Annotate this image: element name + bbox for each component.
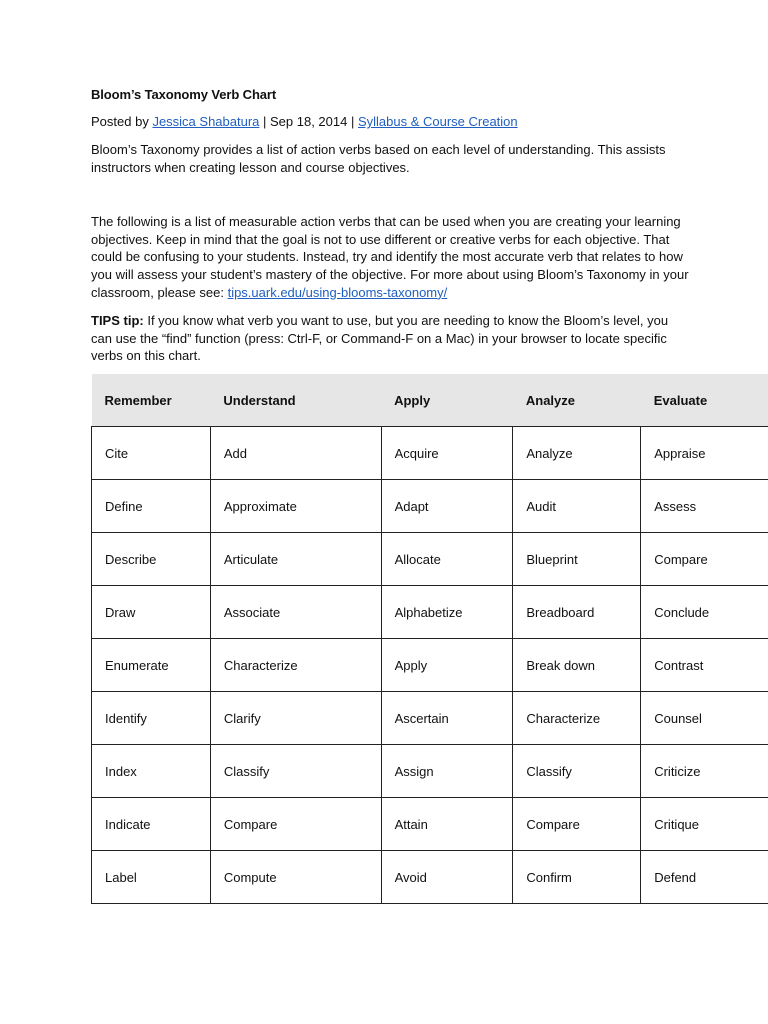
verb-cell-evaluate: Conclude xyxy=(641,586,768,639)
verb-cell-evaluate: Counsel xyxy=(641,692,768,745)
column-header-apply: Apply xyxy=(381,374,513,427)
verb-cell-remember: Define xyxy=(92,480,211,533)
verb-cell-remember: Index xyxy=(92,745,211,798)
verb-cell-analyze: Classify xyxy=(513,745,641,798)
verb-cell-evaluate: Defend xyxy=(641,851,768,904)
verb-cell-evaluate: Compare xyxy=(641,533,768,586)
tips-label: TIPS tip: xyxy=(91,313,144,328)
verb-cell-apply: Allocate xyxy=(381,533,513,586)
verb-cell-analyze: Blueprint xyxy=(513,533,641,586)
author-link[interactable]: Jessica Shabatura xyxy=(152,114,260,129)
tips-paragraph xyxy=(91,312,691,365)
verb-cell-understand: Compute xyxy=(210,851,381,904)
verb-cell-remember: Identify xyxy=(92,692,211,745)
column-header-understand: Understand xyxy=(210,374,381,427)
verb-cell-remember: Draw xyxy=(92,586,211,639)
category-link[interactable]: Syllabus & Course Creation xyxy=(357,114,518,129)
intro-paragraph: Bloom’s Taxonomy provides a list of action verbs based on each level of understanding. This assists instructors when creating lesson and course objectives. xyxy=(91,142,666,175)
verb-cell-remember: Label xyxy=(92,851,211,904)
verb-cell-evaluate: Critique xyxy=(641,798,768,851)
verb-cell-analyze: Characterize xyxy=(513,692,641,745)
verb-cell-apply: Avoid xyxy=(381,851,513,904)
table-row xyxy=(92,533,768,586)
table-header-row xyxy=(92,374,768,427)
verb-cell-remember: Cite xyxy=(92,427,211,480)
verb-cell-understand: Approximate xyxy=(210,480,381,533)
verb-cell-remember: Describe xyxy=(92,533,211,586)
verb-cell-remember: Enumerate xyxy=(92,639,211,692)
body-text: The following is a list of measurable action verbs that can be used when you are creating your learning objectives. Keep in mind that the goal is not to use different or creative verbs for each objective. That could be confusing to your students. Instead, try and identify the most accurate verb that relates to how you will assess your student’s mastery of the objective. For more about using Bloom’s Taxonomy in your classroom, please see: xyxy=(91,214,689,300)
date-text: | Sep 18, 2014 | xyxy=(259,114,358,129)
taxonomy-link[interactable]: tips.uark.edu/using-blooms-taxonomy/ xyxy=(227,284,448,300)
column-header-analyze: Analyze xyxy=(513,374,641,427)
verb-cell-analyze: Break down xyxy=(513,639,641,692)
verb-cell-understand: Articulate xyxy=(210,533,381,586)
table-row xyxy=(92,480,768,533)
verb-cell-evaluate: Criticize xyxy=(641,745,768,798)
verb-cell-evaluate: Contrast xyxy=(641,639,768,692)
verb-cell-analyze: Confirm xyxy=(513,851,641,904)
table-row xyxy=(92,745,768,798)
verb-cell-apply: Alphabetize xyxy=(381,586,513,639)
table-row xyxy=(92,851,768,904)
verb-cell-evaluate: Appraise xyxy=(641,427,768,480)
verb-table xyxy=(91,374,768,904)
byline xyxy=(91,114,518,129)
verb-cell-understand: Associate xyxy=(210,586,381,639)
table-row xyxy=(92,427,768,480)
verb-cell-understand: Characterize xyxy=(210,639,381,692)
table-row xyxy=(92,692,768,745)
verb-cell-apply: Adapt xyxy=(381,480,513,533)
verb-cell-apply: Ascertain xyxy=(381,692,513,745)
verb-cell-understand: Clarify xyxy=(210,692,381,745)
body-paragraph xyxy=(91,213,691,302)
verb-cell-analyze: Analyze xyxy=(513,427,641,480)
verb-cell-apply: Acquire xyxy=(381,427,513,480)
table-row xyxy=(92,639,768,692)
verb-cell-analyze: Audit xyxy=(513,480,641,533)
verb-cell-analyze: Breadboard xyxy=(513,586,641,639)
table-row xyxy=(92,586,768,639)
column-header-evaluate: Evaluate xyxy=(641,374,768,427)
verb-cell-understand: Compare xyxy=(210,798,381,851)
column-header-remember: Remember xyxy=(92,374,211,427)
table-row xyxy=(92,798,768,851)
verb-cell-analyze: Compare xyxy=(513,798,641,851)
verb-cell-understand: Classify xyxy=(210,745,381,798)
table-body xyxy=(92,427,768,904)
verb-cell-understand: Add xyxy=(210,427,381,480)
posted-prefix: Posted by xyxy=(91,114,153,129)
verb-cell-apply: Apply xyxy=(381,639,513,692)
verb-cell-remember: Indicate xyxy=(92,798,211,851)
verb-cell-evaluate: Assess xyxy=(641,480,768,533)
verb-cell-apply: Assign xyxy=(381,745,513,798)
verb-cell-apply: Attain xyxy=(381,798,513,851)
document-title: Bloom’s Taxonomy Verb Chart xyxy=(91,87,277,102)
tips-text: If you know what verb you want to use, but you are needing to know the Bloom’s level, you can use the “find” function (press: Ctrl-F, or Command-F on a Mac) in your browser to locate specific verbs on this chart. xyxy=(91,313,669,364)
